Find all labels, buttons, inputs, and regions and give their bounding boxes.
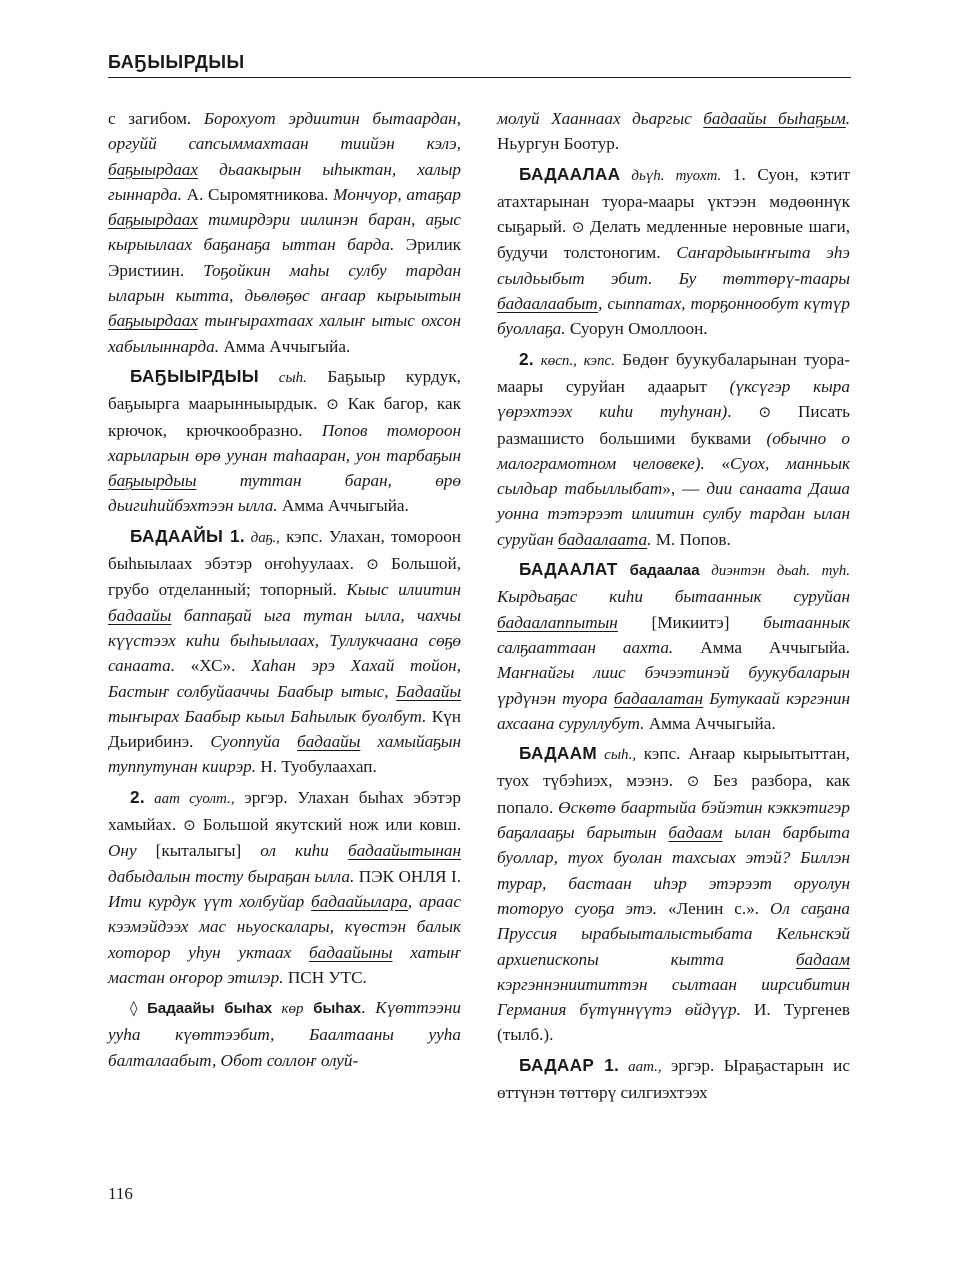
headword: БАДААЛАТ [519, 559, 618, 580]
entry-badaalaa-2: 2. көсп., кэпс. Бөдөҥ буукубаларынан туора-маары суруйан адаарыт (үксүгэр кыра үөрэхтээх киһи туһунан). ⊙ Писать размашисто большими буквами (обычно о малограмотном человеке). «Суох, манньык сылдьар табыллыбат», — дии санаата Даша уонна тэтэрээт илиитин сулбу тардан ылан суруйан бадаалаата. М. Попов. [497, 348, 851, 549]
headword: БАДААМ [519, 743, 597, 764]
entry-continuation: молуй Хааннаах дьаргыс бадаайы быһаҕым. Ньургун Боотур. [497, 109, 850, 154]
translation-marker-icon: ⊙ [366, 555, 379, 574]
page-number: 116 [108, 1184, 133, 1203]
entry-badaalat: БАДААЛАТ бадаалаа диэнтэн дьаһ. туһ. Кырдьаҕас киһи бытааннык суруйан бадаалаппытын [Микиитэ] бытааннык салҕааттаан аахта. Амма Аччыгыйа. Маҥнайгы лиис бэчээтинэй буукубаларын үрдүнэн туора бадаалатан Бутукаай кэргэнин ахсаана суруллубут. Амма Аччыгыйа. [497, 559, 850, 733]
entry-badaaiy-1: БАДААЙЫ 1. даҕ., кэпс. Улахан, томороон быһыылаах эбэтэр оҥоһуулаах. ⊙ Большой, грубо отделанный; топорный. Кыыс илиитин бадаайы баппаҕай ыга тутан ылла, чахчы күүстээх киһи быһыылаах, Туллукчаана сөҕө санаата. «ХС». Хаһан эрэ Хахай тойон, Бастыҥ солбуйааччы Баабыр ытыс, Бадаайы тыҥырах Баабыр кыыл Баһылык буолбут. Күн Дьирибинэ. Суоппуйа бадаайы хамыйаҕын туппутунан киирэр. Н. Туобулаахап. [108, 525, 461, 777]
entry-badaar-1: БАДААР 1. аат., эргэр. Ыраҕастарын ис өттүнэн төттөрү силгиэхтээх [497, 1054, 850, 1102]
entry-bagyyrdyy: БАҔЫЫРДЫЫ сыһ. Баҕыыр курдук, баҕыырга маарынныырдык. ⊙ Как багор, как крючок, крючкообразно. Попов томороон харыларын өрө уунан таһааран, уон тарбаҕын баҕыырдыы туттан баран, өрө дьигиһийбэхтээн ылла. Амма Аччыгыйа. [108, 365, 462, 516]
entry-badaam: БАДААМ сыһ., кэпс. Аҥаар кырыытыттан, туох түбэһиэх, мээнэ. ⊙ Без разбора, как попало. Өскөтө баартыйа бэйэтин кэккэтигэр баҕалааҕы барытын бадаам ылан барбыта буоллар, туох буолан тахсыах этэй? Биллэн турар, бастаан иһэр этэрээт оруолун тоторуо суоҕа этэ. «Ленин с.». Ол саҕана Пруссия ырабыыталыстыбата Кельнскэй архиепископы кытта бадаам кэргэннэниититтэн сылтаан иирсибитин Германия бүтүннүүтэ өйдүүр. И. Тургенев (тылб.). [497, 743, 850, 1045]
left-column [108, 106, 461, 1073]
translation-marker-icon: ⊙ [758, 403, 772, 422]
headword: БАДААЙЫ 1. [130, 525, 245, 546]
headword: БАДААР 1. [519, 1054, 620, 1075]
translation-marker-icon: ⊙ [686, 772, 700, 791]
sense-number: 2. [130, 786, 145, 807]
translation-marker-icon: ⊙ [571, 218, 585, 237]
sense-number: 2. [519, 348, 534, 369]
headword: БАҔЫЫРДЫЫ [130, 365, 259, 386]
translation-marker-icon: ⊙ [183, 816, 196, 835]
entry-continuation: с загибом. Борохуот эрдиитин бытаардан, оргуйй сапсыммахтаан тиийэн кэлэ, баҕыырдаах дьаакырын ыһыктан, халыр гыннарда. А. Сыромятникова. Мончуор, атаҕар баҕыырдаах тимирдэри иилинэн баран, аҕыс кырыылаах баҕанаҕа ыттан барда. Эрилик Эристиин. Тоҕойкин маһы сулбу тардан ыларын кытта, дьөлөҕөс аҥаар кырыытын баҕыырдаах тыҥырахтаах халыҥ ытыс охсон хабылыннарда. Амма Аччыгыйа. [108, 109, 461, 356]
translation-marker-icon: ⊙ [326, 395, 339, 414]
headword: БАДААЛАА [519, 163, 621, 184]
entry-idiom-badaaiy-byhakh: ◊ Бадаайы быһах көр быһах. Күөттээни ууһа күөттээбит, Баалтааны ууһа балталаабыт, Обот соллоҥ олуй- [108, 998, 461, 1070]
page-header [108, 52, 851, 78]
idiom-marker-icon: ◊ [130, 999, 138, 1018]
right-column [497, 106, 850, 1105]
running-head: БАҔЫЫРДЫЫ [108, 52, 245, 72]
entry-badaaiy-2: 2. аат суолт., эргэр. Улахан быһах эбэтэр хамыйах. ⊙ Большой якутский нож или ковш. Ону [кыталыгы] ол киһи бадаайытынан дабыдалын тосту быраҕан ылла. ПЭК ОНЛЯ I. Ити курдук үүт холбуйар бадаайылара, араас кээмэйдээх мас ньуоскалары, күөстэн балык хоторор уһун уктаах бадаайыны хатыҥ мастан оҥорор этилэр. ПСН УТС. [108, 786, 462, 987]
entry-badaalaa: БАДААЛАА дьүһ. туохт. 1. Суон, кэтит атахтарынан туора-маары үктээн мөдөөннүк сыҕарый. ⊙ Делать медленные неровные шаги, будучи толстоногим. Саҥардыыҥҥыта эһэ сылдьыбыт эбит. Бу төттөрү-таары бадаалаабыт, сыппатах, торҕоннообут күтүр буоллаҕа. Суорун Омоллоон. [497, 163, 850, 339]
